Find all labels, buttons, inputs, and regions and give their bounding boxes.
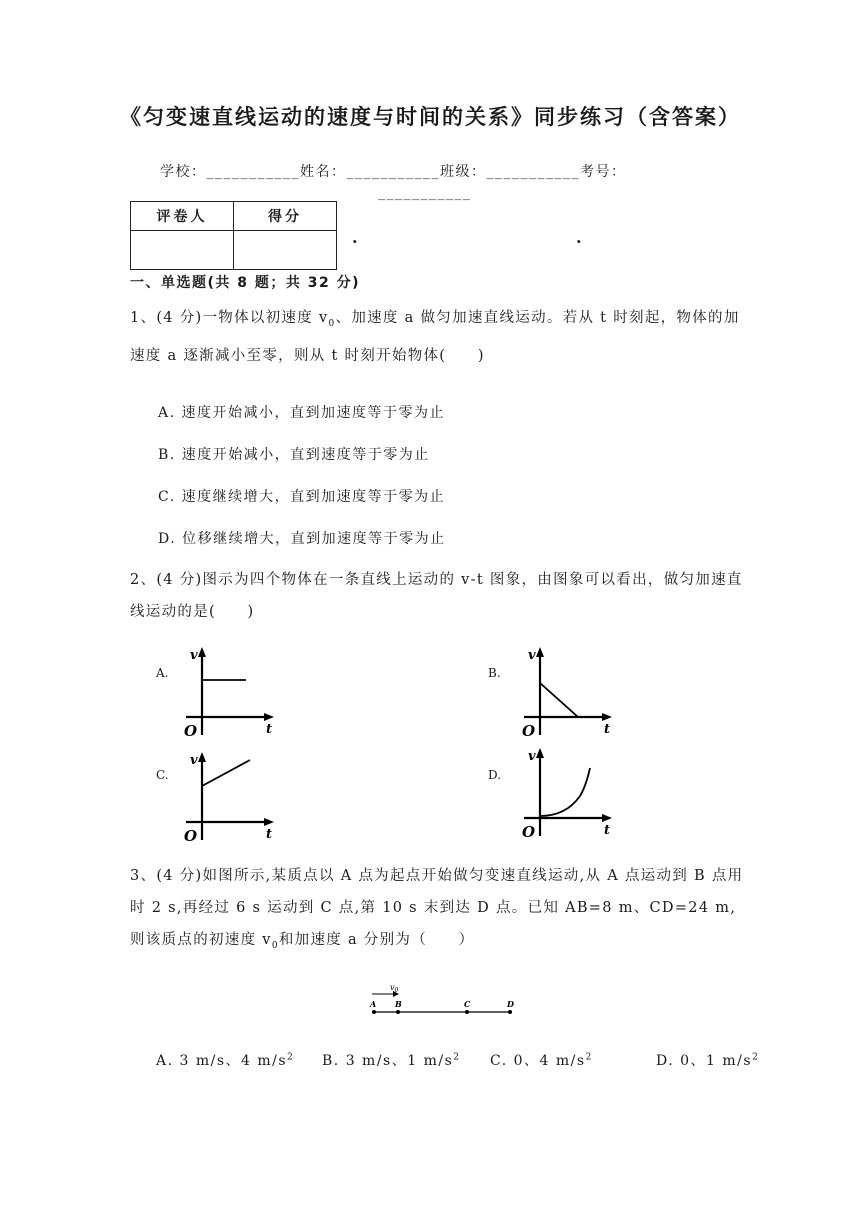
t-axis-label: t [604,722,611,737]
score-table [130,201,337,270]
question-1-stem: 1、(4 分)一物体以初速度 $v_0$、加速度 a 做匀加速直线运动。若从 t 时刻起，物体的加速度 a 逐渐减小至零，则从 t 时刻开始物体( ) [130,310,740,364]
score-cell[interactable] [234,231,337,270]
graph-c[interactable] [180,750,280,845]
section-heading: 一、单选题(共 8 题；共 32 分) [130,275,361,291]
q2-option-a-label[interactable]: A. [156,666,169,680]
question-3-stem: 3、(4 分)如图所示,某质点以 A 点为起点开始做匀变速直线运动,从 A 点运动到 B 点用时 2 s,再经过 6 s 运动到 C 点,第 10 s 末到达 D 点。已知 AB=8 m、CD=24 m,则该质点的初速度 $v_0$和加速度 a 分别为（ ） [130,868,744,951]
q3-option-b[interactable]: B. 3 m/s、1 $m/s^2$ [322,1052,461,1069]
q2-option-c-label[interactable]: C. [156,768,169,782]
point-a-label: A [370,999,377,1009]
q1-option-d[interactable]: D. 位移继续增大，直到加速度等于零为止 [158,531,446,547]
q2-option-b-label[interactable]: B. [488,666,501,680]
dot-mark: . [576,228,582,247]
q1-option-c[interactable]: C. 速度继续增大，直到加速度等于零为止 [158,489,446,505]
dot-mark: . [352,228,358,247]
grader-header: 评卷人 [131,202,234,231]
point-d-label: D [507,999,514,1009]
origin-label: O [522,823,536,841]
point-c-label: C [464,999,471,1009]
t-axis-label: t [266,827,273,842]
v-axis-label: v [190,753,198,768]
student-info-line: 学校：___________姓名：___________班级：___________考号： [160,164,627,180]
t-axis-label: t [266,722,273,737]
v-axis-label: v [528,749,536,764]
grader-cell[interactable] [131,231,234,270]
origin-label: O [522,722,536,740]
q3-motion-figure [366,980,526,1022]
v-axis-label: v [190,648,198,663]
page-title: 《匀变速直线运动的速度与时间的关系》同步练习（含答案） [120,105,741,129]
q1-option-a[interactable]: A. 速度开始减小，直到加速度等于零为止 [158,405,446,421]
t-axis-label: t [604,823,611,838]
q1-option-b[interactable]: B. 速度开始减小，直到速度等于零为止 [158,447,430,463]
graph-d[interactable] [518,746,618,841]
origin-label: O [184,827,198,845]
point-b-label: B [395,999,402,1009]
q2-option-d-label[interactable]: D. [488,768,502,782]
graph-a[interactable] [180,645,280,740]
origin-label: O [184,722,198,740]
question-2-stem: 2、(4 分)图示为四个物体在一条直线上运动的 v-t 图象，由图象可以看出，做匀加速直线运动的是( ) [130,572,743,620]
student-info-line-cont: ___________ [378,185,472,201]
q3-option-c[interactable]: C. 0、4 $m/s^2$ [490,1052,593,1069]
v0-label: $v_0$ [390,983,399,994]
v-axis-label: v [528,648,536,663]
score-header: 得分 [234,202,337,231]
graph-b[interactable] [518,645,618,740]
q3-option-a[interactable]: A. 3 m/s、4 $m/s^2$ [156,1052,295,1069]
q3-option-d[interactable]: D. 0、1 $m/s^2$ [656,1052,760,1069]
